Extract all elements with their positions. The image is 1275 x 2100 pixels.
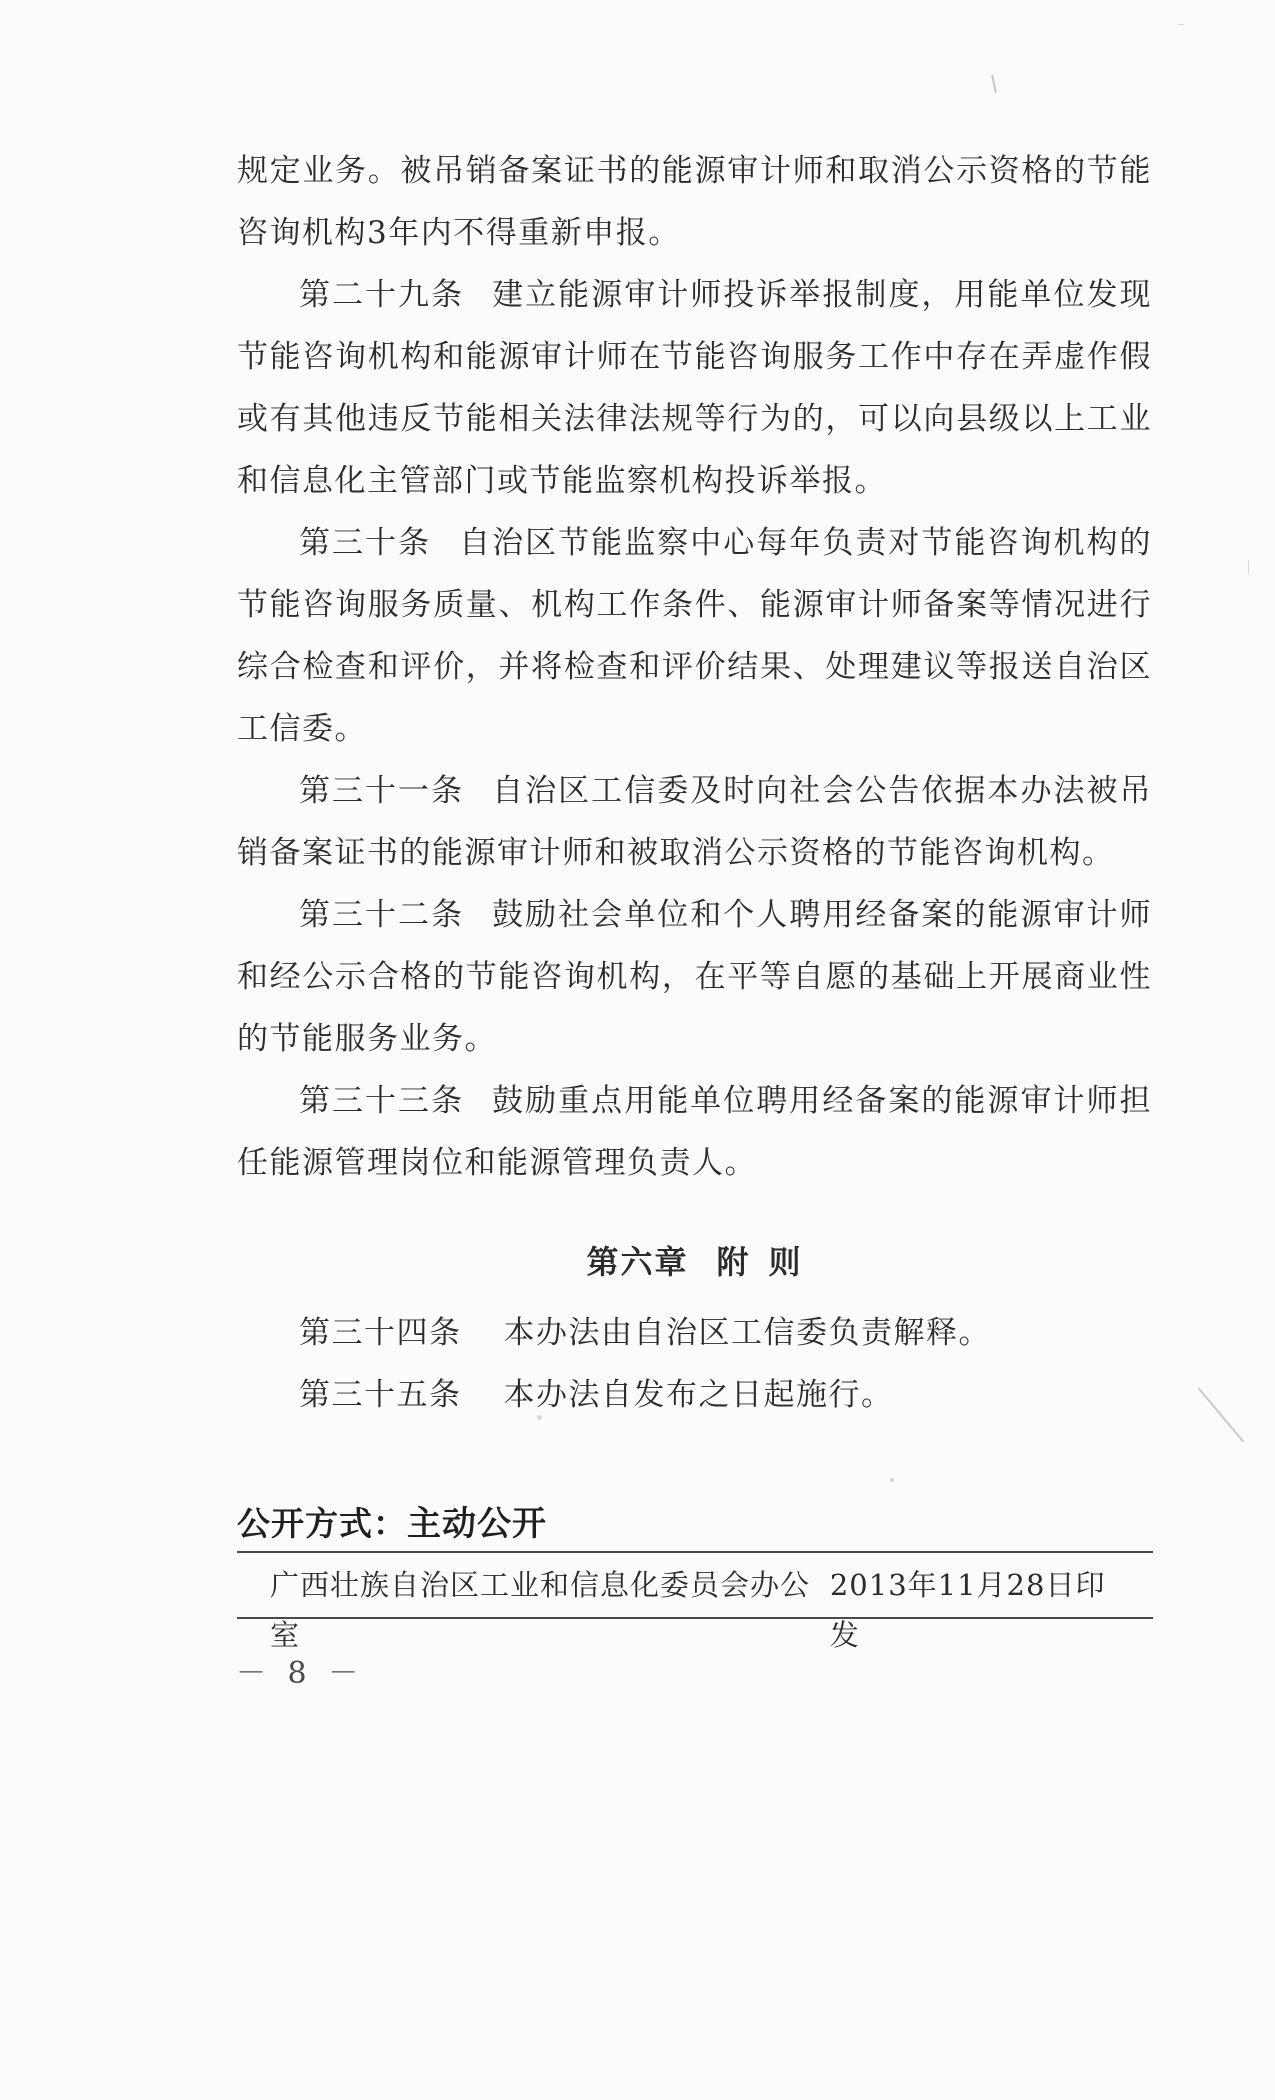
issuer-name: 广西壮族自治区工业和信息化委员会办公室 [270,1568,811,1652]
disclosure-method [237,1496,547,1545]
footer-issue-line [270,1560,1130,1660]
article-29 [237,264,1152,512]
article-text: 鼓励社会单位和个人聘用经备案的能源审计师和经公示合格的节能咨询机构，在平等自愿的基础上开展商业性的节能服务业务。 [237,897,1153,1057]
article-text: 鼓励重点用能单位聘用经备案的能源审计师担任能源管理岗位和能源管理负责人。 [237,1083,1153,1181]
article-text: 本办法自发布之日起施行。 [503,1377,894,1413]
paragraph-text: 规定业务。被吊销备案证书的能源审计师和取消公示资格的节能咨询机构3年内不得重新申报。 [237,153,1152,251]
chapter-number: 第六章 [586,1243,689,1281]
disclosure-value: 主动公开 [407,1504,547,1544]
scan-artifact [890,1478,894,1482]
article-text: 自治区节能监察中心每年负责对节能咨询机构的节能咨询服务质量、机构工作条件、能源审计师备案等情况进行综合检查和评价，并将检查和评价结果、处理建议等报送自治区工信委。 [237,525,1153,747]
scan-artifact [1178,24,1184,25]
scan-artifact [1248,560,1249,574]
article-34 [237,1302,1152,1364]
paragraph-continuation [237,140,1152,264]
main-body [237,140,1152,1194]
footer-top-rule [237,1551,1153,1553]
scan-artifact [991,75,997,93]
article-number: 第三十一条 [299,773,465,809]
appendix-body [237,1302,1152,1426]
page-number: － 8 － [236,1656,365,1691]
article-text: 本办法由自治区工信委负责解释。 [503,1315,991,1351]
chapter-heading [237,1237,1152,1287]
article-number: 第二十九条 [299,277,465,313]
article-31 [237,760,1152,884]
chapter-word-1: 附 [716,1243,751,1281]
footer-bottom-rule [237,1617,1153,1619]
article-number: 第三十三条 [299,1083,465,1119]
disclosure-label: 公开方式： [237,1504,407,1543]
article-30 [237,512,1152,760]
article-text: 自治区工信委及时向社会公告依据本办法被吊销备案证书的能源审计师和被取消公示资格的节能咨询机构。 [237,773,1153,871]
chapter-word-2: 则 [768,1243,803,1281]
article-32 [237,884,1152,1070]
article-number: 第三十二条 [299,897,465,933]
scan-artifact [1198,1388,1245,1443]
article-text: 建立能源审计师投诉举报制度，用能单位发现节能咨询机构和能源审计师在节能咨询服务工作中存在弄虚作假或有其他违反节能相关法律法规等行为的，可以向县级以上工业和信息化主管部门或节能监察机构投诉举报。 [237,277,1153,499]
article-33 [237,1070,1152,1194]
article-number: 第三十条 [299,525,432,561]
scan-artifact [537,1415,542,1420]
issue-date: 2013年11月28日印发 [829,1568,1106,1652]
article-number: 第三十五条 [299,1377,462,1413]
article-number: 第三十四条 [299,1315,462,1351]
article-35 [237,1364,1152,1426]
